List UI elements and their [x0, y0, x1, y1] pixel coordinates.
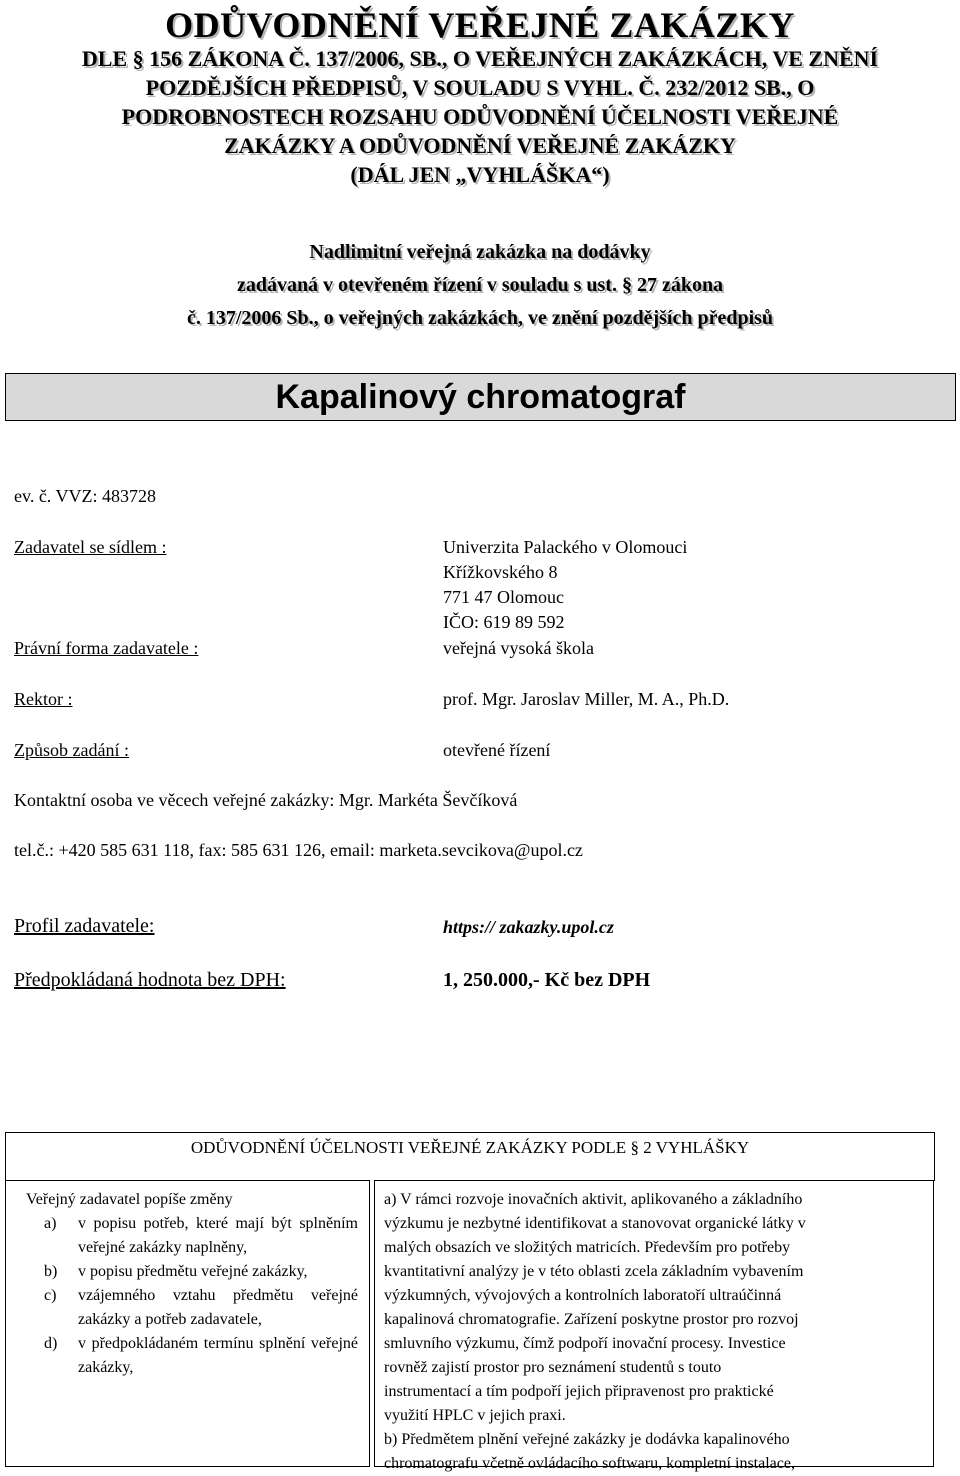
estimated-value-label: Předpokládaná hodnota bez DPH: [14, 969, 286, 991]
list-item [26, 1284, 358, 1332]
procurement-line: č. 137/2006 Sb., o veřejných zakázkách, ve znění pozdějších předpisů [186, 307, 774, 329]
list-item [26, 1332, 358, 1380]
profile-link[interactable]: https:// zakazky.upol.cz [443, 917, 614, 937]
list-item-text: v popisu potřeb, které mají být splněním veřejné zakázky naplněny, [78, 1215, 358, 1256]
justification-line: a) V rámci rozvoje inovačních aktivit, aplikovaného a základního [384, 1191, 803, 1208]
list-marker: a) [44, 1215, 57, 1232]
rector-label: Rektor : [14, 689, 73, 709]
list-item-text: v popisu předmětu veřejné zakázky, [78, 1263, 308, 1280]
contracting-authority-label: Zadavatel se sídlem : [14, 537, 167, 557]
subtitle-line: PODROBNOSTECH ROZSAHU ODŮVODNĚNÍ ÚČELNOSTI VEŘEJNÉ [121, 104, 839, 129]
list-marker: b) [44, 1263, 58, 1280]
contracting-authority-city: 771 47 Olomouc [443, 587, 564, 607]
list-item-text: v předpokládaném termínu splnění veřejné zakázky, [78, 1335, 358, 1376]
justification-line: chromatografu včetně ovládacího softwaru, kompletní instalace, [384, 1455, 795, 1472]
legal-form-value: veřejná vysoká škola [443, 638, 594, 658]
justification-left-cell [5, 1180, 370, 1467]
award-method-label: Způsob zadání : [14, 740, 129, 760]
justification-text [384, 1188, 916, 1476]
justification-line: smluvního výzkumu, čímž podpoří inovační procesy. Investice [384, 1335, 786, 1352]
procurement-type [20, 236, 940, 335]
procurement-line: zadávaná v otevřeném řízení v souladu s ust. § 27 zákona [236, 274, 724, 296]
contracting-authority-name: Univerzita Palackého v Olomouci [443, 537, 688, 557]
registration-number: ev. č. VVZ: 483728 [14, 486, 156, 506]
rector-value: prof. Mgr. Jaroslav Miller, M. A., Ph.D. [443, 689, 730, 709]
profile-label: Profil zadavatele: [14, 915, 155, 937]
justification-line: využití HPLC v jejich praxi. [384, 1407, 566, 1424]
justification-right-cell [374, 1180, 934, 1472]
justification-line: kapalinová chromatografie. Zařízení poskytne prostor pro rozvoj [384, 1311, 799, 1328]
legal-basis-subtitle [20, 44, 940, 189]
justification-line: výzkumných, vývojových a kontrolních laboratoří ultraúčinná [384, 1287, 782, 1304]
list-marker: d) [44, 1335, 58, 1352]
list-item-text: vzájemného vztahu předmětu veřejné zakázky a potřeb zadavatele, [78, 1287, 358, 1328]
contracting-authority-street: Křížkovského 8 [443, 562, 558, 582]
contact-person: Kontaktní osoba ve věcech veřejné zakázky: Mgr. Markéta Ševčíková [14, 790, 518, 810]
legal-form-label: Právní forma zadavatele : [14, 638, 199, 658]
justification-table-title: ODŮVODNĚNÍ ÚČELNOSTI VEŘEJNÉ ZAKÁZKY PODLE § 2 VYHLÁŠKY [190, 1138, 750, 1157]
contact-phone-email: tel.č.: +420 585 631 118, fax: 585 631 126, email: marketa.sevcikova@upol.cz [14, 840, 583, 860]
justification-table-header [5, 1132, 935, 1181]
justification-line: rovněž zajistí prostor pro seznámení studentů s touto [384, 1359, 722, 1376]
subject-box [5, 373, 956, 421]
justification-line: výzkumu je nezbytné identifikovat a stanovovat organické látky v [384, 1215, 806, 1232]
list-marker: c) [44, 1287, 57, 1304]
list-item [26, 1212, 358, 1260]
document-title: ODŮVODNĚNÍ VEŘEJNÉ ZAKÁZKY [165, 5, 795, 45]
subtitle-line: POZDĚJŠÍCH PŘEDPISŮ, V SOULADU S VYHL. Č. 232/2012 SB., O [145, 75, 815, 100]
subtitle-line: DLE § 156 ZÁKONA Č. 137/2006, SB., O VEŘEJNÝCH ZAKÁZKÁCH, VE ZNĚNÍ [81, 46, 879, 71]
justification-line: malých obsazích ve složitých matricích. Především pro potřeby [384, 1239, 791, 1256]
subject-title: Kapalinový chromatograf [275, 377, 686, 416]
justification-line: b) Předmětem plnění veřejné zakázky je dodávka kapalinového [384, 1431, 790, 1448]
subtitle-line: ZAKÁZKY A ODŮVODNĚNÍ VEŘEJNÉ ZAKÁZKY [224, 133, 736, 158]
award-method-value: otevřené řízení [443, 740, 551, 760]
list-item [26, 1260, 358, 1284]
requirements-intro: Veřejný zadavatel popíše změny [26, 1191, 233, 1208]
contracting-authority-ico: IČO: 619 89 592 [443, 612, 565, 632]
procurement-line: Nadlimitní veřejná zakázka na dodávky [309, 241, 651, 263]
subtitle-line: (DÁL JEN „VYHLÁŠKA“) [350, 162, 610, 187]
justification-line: kvantitativní analýzy je v této oblasti zcela základním vybavením [384, 1263, 804, 1280]
justification-line: instrumentací a tím podpoří jejich připravenost pro praktické [384, 1383, 774, 1400]
estimated-value: 1, 250.000,- Kč bez DPH [443, 969, 651, 991]
requirements-list [26, 1188, 358, 1380]
